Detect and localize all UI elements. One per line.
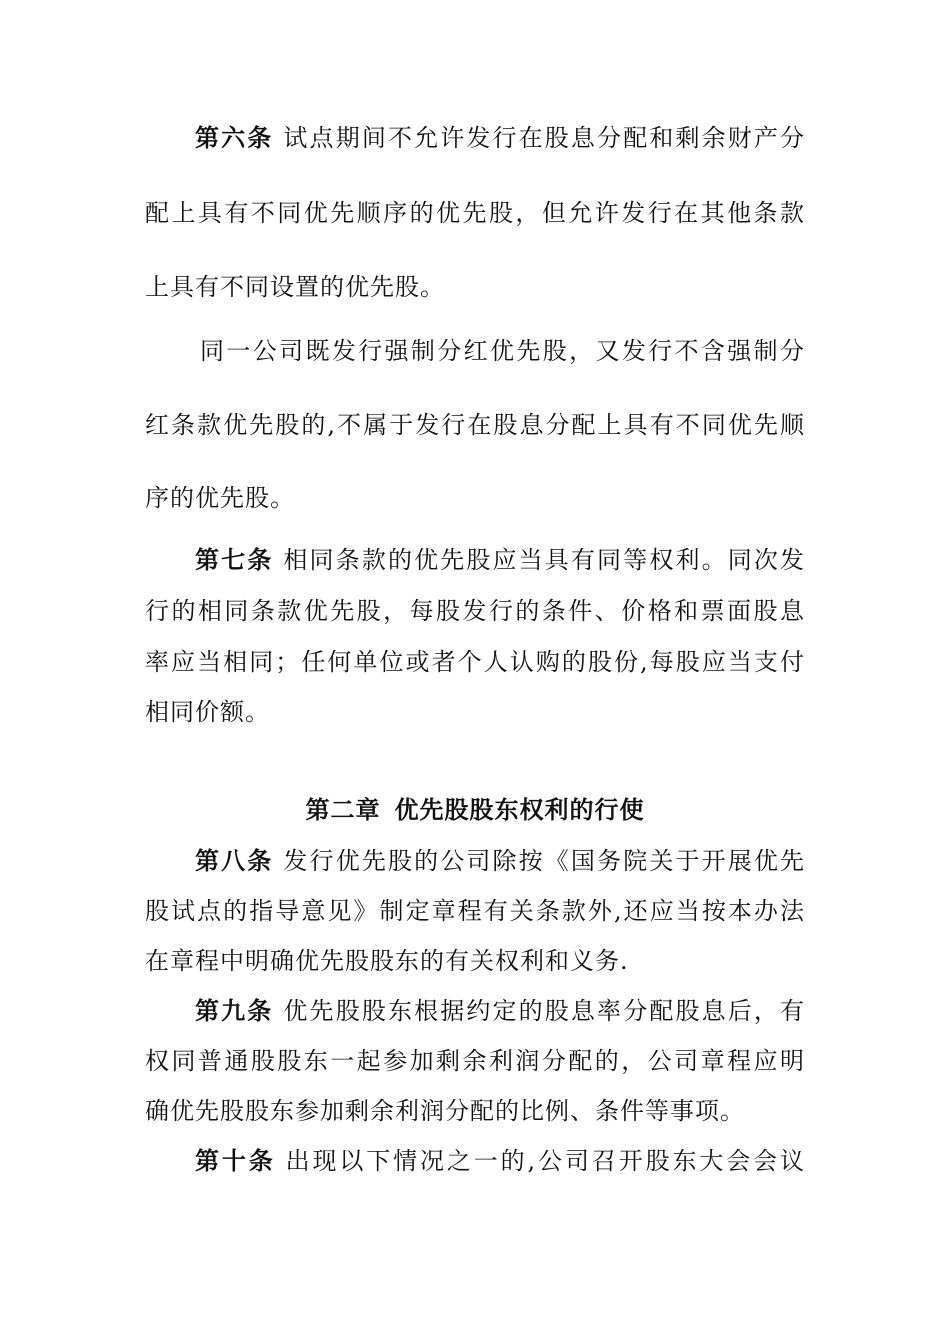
article10-text-1: 出现以下情况之一的,公司召开股东大会会议	[285, 1147, 805, 1175]
article8-line2: 股试点的指导意见》制定章程有关条款外,还应当按本办法	[145, 897, 805, 925]
article7-line2: 行的相同条款优先股，每股发行的条件、价格和票面股息	[145, 597, 805, 625]
article6-line1	[195, 123, 805, 153]
article7-line3: 率应当相同；任何单位或者个人认购的股份,每股应当支付	[145, 648, 805, 676]
article6-p2-line2: 红条款优先股的,不属于发行在股息分配上具有不同优先顺	[145, 411, 805, 439]
article6-p2-line3: 序的优先股。	[145, 484, 295, 512]
article10-label: 第十条	[195, 1146, 276, 1175]
article9-line1	[195, 996, 805, 1026]
article6-label: 第六条	[195, 123, 274, 152]
article9-label: 第九条	[195, 996, 274, 1025]
article7-line1	[195, 545, 805, 575]
chapter-number: 第二章	[305, 795, 381, 824]
article9-text-1: 优先股股东根据约定的股息率分配股息后，有	[283, 997, 806, 1025]
article7-text-1: 相同条款的优先股应当具有同等权利。同次发	[283, 546, 806, 574]
chapter-heading	[0, 795, 950, 825]
article6-line2: 配上具有不同优先顺序的优先股，但允许发行在其他条款	[145, 199, 805, 227]
article8-line1	[195, 846, 805, 876]
article6-text-1: 试点期间不允许发行在股息分配和剩余财产分	[283, 124, 806, 152]
article8-text-1: 发行优先股的公司除按《国务院关于开展优先	[283, 847, 806, 875]
chapter-title: 优先股股东权利的行使	[394, 795, 645, 824]
article7-label: 第七条	[195, 545, 274, 574]
article7-line4: 相同价额。	[145, 698, 270, 726]
article9-line3: 确优先股股东参加剩余利润分配的比例、条件等事项。	[145, 1097, 745, 1125]
article10-line1	[195, 1146, 805, 1176]
article9-line2: 权同普通股股东一起参加剩余利润分配的，公司章程应明	[145, 1047, 805, 1075]
article8-label: 第八条	[195, 846, 274, 875]
article8-line3: 在章程中明确优先股股东的有关权利和义务.	[145, 947, 629, 975]
article6-line3: 上具有不同设置的优先股。	[145, 273, 445, 301]
article6-p2-line1: 同一公司既发行强制分红优先股，又发行不含强制分	[200, 337, 805, 365]
